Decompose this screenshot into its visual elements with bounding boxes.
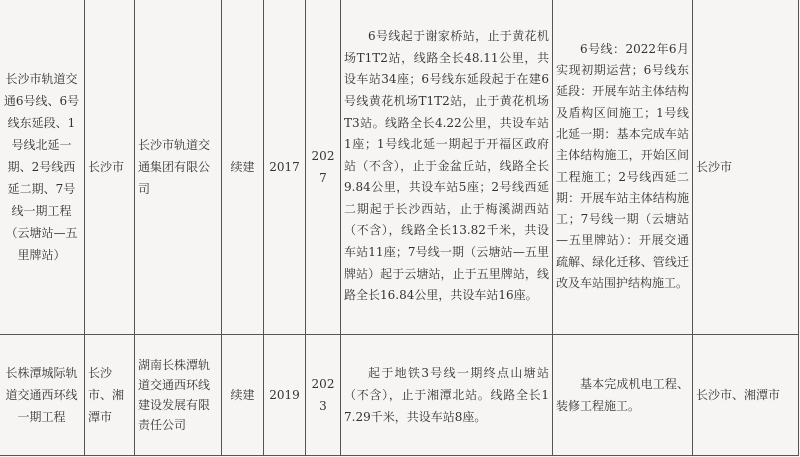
start-year-cell: 2019 — [264, 335, 306, 456]
table-row — [0, 335, 799, 456]
owner-cell: 湖南长株潭轨道交通西环线建设发展有限责任公司 — [135, 335, 222, 456]
progress-cell: 基本完成机电工程、装修工程施工。 — [553, 335, 693, 456]
project-name-cell: 长株潭城际轨道交通西环线一期工程 — [0, 335, 85, 456]
end-year-cell: 2023 — [306, 335, 341, 456]
construction-scope-cell: 6号线起于谢家桥站，止于黄花机场T1T2站，线路全长48.11公里，共设车站34座；6号线东延段起于在建6号线黄花机场T1T2站，止于黄花机场T3站。线路全长4.22公里，共设车站1座；1号线北延一期起于开福区政府站（不含），止于金盆丘站，线路全长9.84公里，共设车站5座；2号线西延二期起于长沙西站，止于梅溪湖西站（不含），线路全长13.82千米，共设车站11座；7号线一期（云塘站—五里牌站）起于云塘站，止于五里牌站，线路全长16.84公里，共设车站16座。 — [341, 0, 553, 335]
start-year-cell: 2017 — [264, 0, 306, 335]
region-cell: 长沙市、湘潭市 — [693, 335, 799, 456]
progress-cell: 6号线：2022年6月实现初期运营；6号线东延段：开展车站主体结构及盾构区间施工；1号线北延一期：基本完成车站主体结构施工，开始区间工程施工；2号线西延二期：开展车站主体结构施工；7号线一期（云塘站—五里牌站）：开展交通疏解、绿化迁移、管线迁改及车站围护结构施工。 — [553, 0, 693, 335]
city-cell: 长沙市 — [85, 0, 135, 335]
owner-cell: 长沙市轨道交通集团有限公司 — [135, 0, 222, 335]
build-type-cell: 续建 — [222, 0, 264, 335]
region-cell: 长沙市 — [693, 0, 799, 335]
project-name-cell: 长沙市轨道交通6号线、6号线东延段、1号线北延一期、2号线西延二期、7号线一期工程（云塘站—五里牌站） — [0, 0, 85, 335]
end-year-cell: 2027 — [306, 0, 341, 335]
build-type-cell: 续建 — [222, 335, 264, 456]
city-cell: 长沙市、湘潭市 — [85, 335, 135, 456]
construction-scope-cell: 起于地铁3号线一期终点山塘站（不含），止于湘潭北站。线路全长17.29千米，共设车站8座。 — [341, 335, 553, 456]
